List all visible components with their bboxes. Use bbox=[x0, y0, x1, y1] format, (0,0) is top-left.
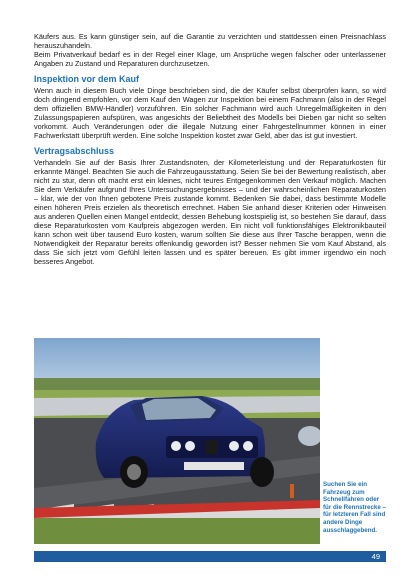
section-body-contract: Verhandeln Sie auf der Basis Ihrer Zustandsnoten, der Kilometerleistung und der Reparaturkosten für erkannte Mängel. Beachten Sie auch die Fahrzeugausstattung. Seien Sie bei der Bewertung realistisch, aber nicht zu stur, denn oft macht erst ein kleines, nicht teures Entgegenkommen den Verkauf möglich. Machen Sie dem Verkäufer aufgrund Ihres Untersuchungsergebnisses – und der wahrscheinlichen Reparaturkosten – klar, wie der von Ihnen gebotene Preis zustande kommt. Bedenken Sie dabei, dass bestimmte Modelle einen höheren Preis erzielen als theoretisch errechnet. Haben Sie anhand dieser Kriterien oder Hinweisen aus anderen Quellen einen Mangel entdeckt, dessen Behebung kostspielig ist, so bestehen Sie darauf, dass diese Reparaturkosten vom Kaufpreis abgezogen werden. Ein nicht voll funktionsfähiges Elektronikbauteil kann schon weit über tausend Euro kosten, warum sollten Sie diese aus Ihrer Tasche berappen, wenn die Notwendigkeit der Reparatur bereits offenkundig geworden ist? Besser nehmen Sie vom Kauf Abstand, als dass Sie sich jetzt vom Gefühl leiten lassen und es später bereuen. Es gibt immer irgendwo ein noch besseres Angebot. bbox=[34, 158, 386, 266]
photo-caption: Suchen Sie ein Fahrzeug zum Schnellfahren oder für die Rennstrecke – für letzteren Fall sind andere Dinge ausschlaggebend. bbox=[323, 481, 386, 534]
page-number: 49 bbox=[371, 552, 380, 561]
intro-paragraph-1: Käufers aus. Es kann günstiger sein, auf die Garantie zu verzichten und stattdessen einen Preisnachlass herauszuhandeln. bbox=[34, 32, 386, 50]
car-photo bbox=[34, 338, 320, 544]
race-track-car-image bbox=[34, 338, 320, 544]
intro-paragraph-2: Beim Privatverkauf bedarf es in der Regel einer Klage, um Ansprüche wegen falscher oder unterlassener Angaben zu Zustand und Reparaturen durchzusetzen. bbox=[34, 50, 386, 68]
text-column bbox=[34, 32, 386, 266]
footer-bar bbox=[34, 551, 386, 562]
section-body-inspection: Wenn auch in diesem Buch viele Dinge beschrieben sind, die der Käufer selbst überprüfen kann, so wird doch dringend empfohlen, vor dem Kauf den Wagen zur Inspektion bei einem Fachmann (also in der Regel dem offiziellen BMW-Händler) vorzuführen. Ein solcher Fachmann wird auch Unregelmäßigkeiten in den Zulassungspapieren aufspüren, was angesichts der Beliebtheit des Modells bei Dieben gar nicht so selten vorkommt. Auch Veränderungen oder die illegale Nutzung einer Fahrgestellnummer können in einer Fachwerkstatt überprüft werden. Eine solche Inspektion kostet zwar Geld, aber das ist gut investiert. bbox=[34, 86, 386, 140]
section-heading-inspection: Inspektion vor dem Kauf bbox=[34, 74, 140, 84]
section-heading-contract: Vertragsabschluss bbox=[34, 146, 115, 156]
